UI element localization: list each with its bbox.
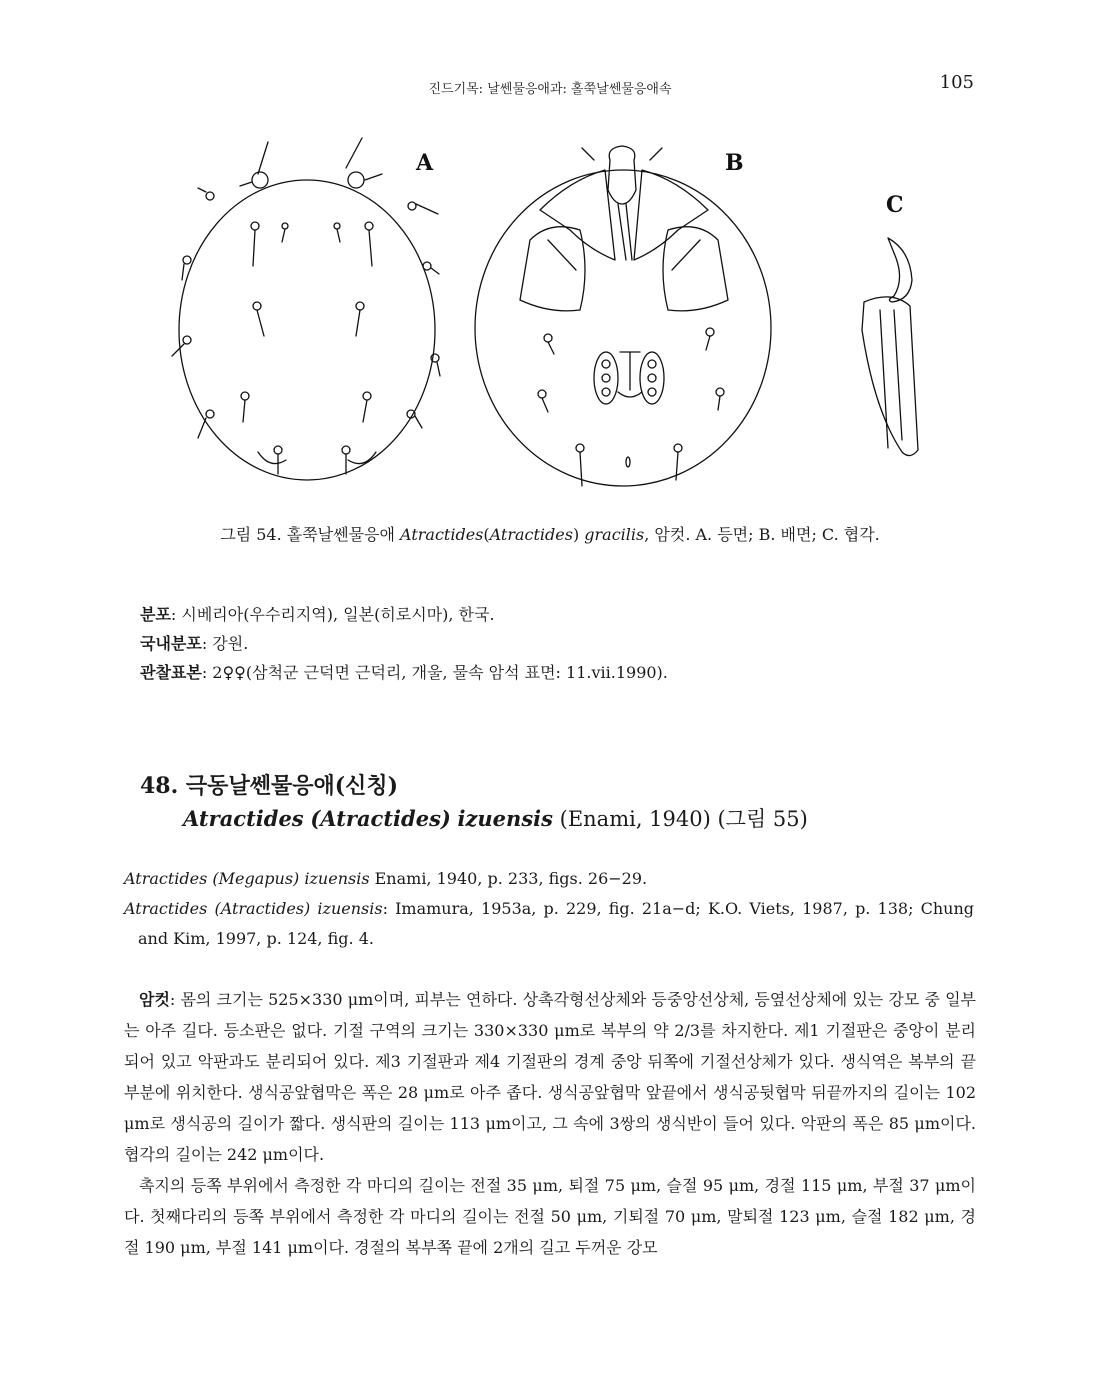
description-body (124, 984, 976, 1263)
synonym-name: Atractides (Megapus) izuensis (124, 869, 370, 888)
label-b: B (725, 150, 744, 176)
synonym-entry (124, 864, 974, 894)
synonym-reference: Enami, 1940, p. 233, figs. 26−29. (369, 869, 648, 888)
female-text: : 몸의 크기는 525×330 μm이며, 피부는 연하다. 상촉각형선상체와 등중앙선상체, 등옆선상체에 있는 강모 중 일부는 아주 길다. 등소판은 없다. 기절 구역의 크기는 330×330 μm로 복부의 약 2/3를 차지한다. 제1 기절판은 중앙이 분리되어 있고 악판과도 분리되어 있다. 제3 기절판과 제4 기절판의 경계 중앙 뒤쪽에 기절선상체가 있다. 생식역은 복부의 끝부분에 위치한다. 생식공앞협막은 폭은 28 μm로 아주 좁다. 생식공앞협막 앞끝에서 생식공뒷협막 뒤끝까지의 길이는 102 μm로 생식공의 길이가 짧다. 생식판의 길이는 113 μm이고, 그 속에 3쌍의 생식반이 들어 있다. 악판의 폭은 85 μm이다. 협각의 길이는 242 μm이다. (124, 990, 976, 1164)
ventral-view-drawing (475, 146, 771, 486)
figure-54 (150, 130, 950, 500)
caption-subgenus: Atractides (489, 525, 573, 544)
running-head: 진드기목: 날쎈물응애과: 홀쭉날쎈물응애속 (428, 82, 672, 97)
distribution-block (140, 600, 980, 687)
species-heading (140, 770, 1000, 834)
chelicera-drawing (862, 238, 918, 456)
sci-author: (Enami, 1940) (그림 55) (552, 807, 808, 831)
distribution-key: 분포 (140, 605, 171, 624)
sci-subgenus: (Atractides) (310, 806, 451, 831)
distribution-value: : 시베리아(우수리지역), 일본(히로시마), 한국. (170, 605, 495, 624)
specimens-line (140, 658, 980, 687)
dorsal-view-drawing (172, 138, 440, 480)
species-scientific-name (183, 804, 1000, 834)
distribution-line (140, 600, 980, 629)
specimens-value: : 2♀♀(삼척군 근덕면 근덕리, 개울, 물속 암석 표면: 11.vii.1990). (201, 663, 668, 682)
female-key: 암컷 (139, 990, 170, 1009)
page-number: 105 (939, 72, 974, 93)
caption-suffix: , 암컷. A. 등면; B. 배면; C. 협각. (644, 525, 880, 544)
synonym-name: Atractides (Atractides) izuensis (124, 899, 383, 918)
korea-distribution-value: : 강원. (201, 634, 249, 653)
synonymy-list (124, 864, 974, 954)
label-a: A (416, 150, 434, 176)
figure-caption: 그림 54. 홀쭉날쎈물응애 Atractides(Atractides) gracilis, 암컷. A. 등면; B. 배면; C. 협각. (220, 525, 880, 544)
sci-species: izuensis (457, 806, 553, 831)
caption-genus: Atractides (400, 525, 484, 544)
caption-species: gracilis (584, 525, 645, 544)
species-title: 48. 극동날쎈물응애(신칭) (140, 773, 399, 799)
synonym-reference: : Imamura, 1953a, p. 229, fig. 21a−d; K.O. Viets, 1987, p. 138; Chung and Kim, 1997, p. 124, fig. 4. (138, 899, 974, 948)
specimens-key: 관찰표본 (140, 663, 202, 682)
mite-illustration (150, 130, 950, 500)
caption-prefix: 그림 54. 홀쭉날쎈물응애 (220, 525, 401, 544)
korea-distribution-key: 국내분포 (140, 634, 202, 653)
korea-distribution-line (140, 629, 980, 658)
female-description (124, 984, 976, 1170)
legs-description: 촉지의 등쪽 부위에서 측정한 각 마디의 길이는 전절 35 μm, 퇴절 75 μm, 슬절 95 μm, 경절 115 μm, 부절 37 μm이다. 첫째다리의 등쪽 부위에서 측정한 각 마디의 길이는 전절 50 μm, 기퇴절 70 μm, 말퇴절 123 μm, 슬절 182 μm, 경절 190 μm, 부절 141 μm이다. 경절의 복부쪽 끝에 2개의 길고 두꺼운 강모 (124, 1176, 976, 1257)
sci-genus: Atractides (183, 806, 304, 831)
label-c: C (886, 192, 904, 218)
synonym-entry (124, 894, 974, 954)
